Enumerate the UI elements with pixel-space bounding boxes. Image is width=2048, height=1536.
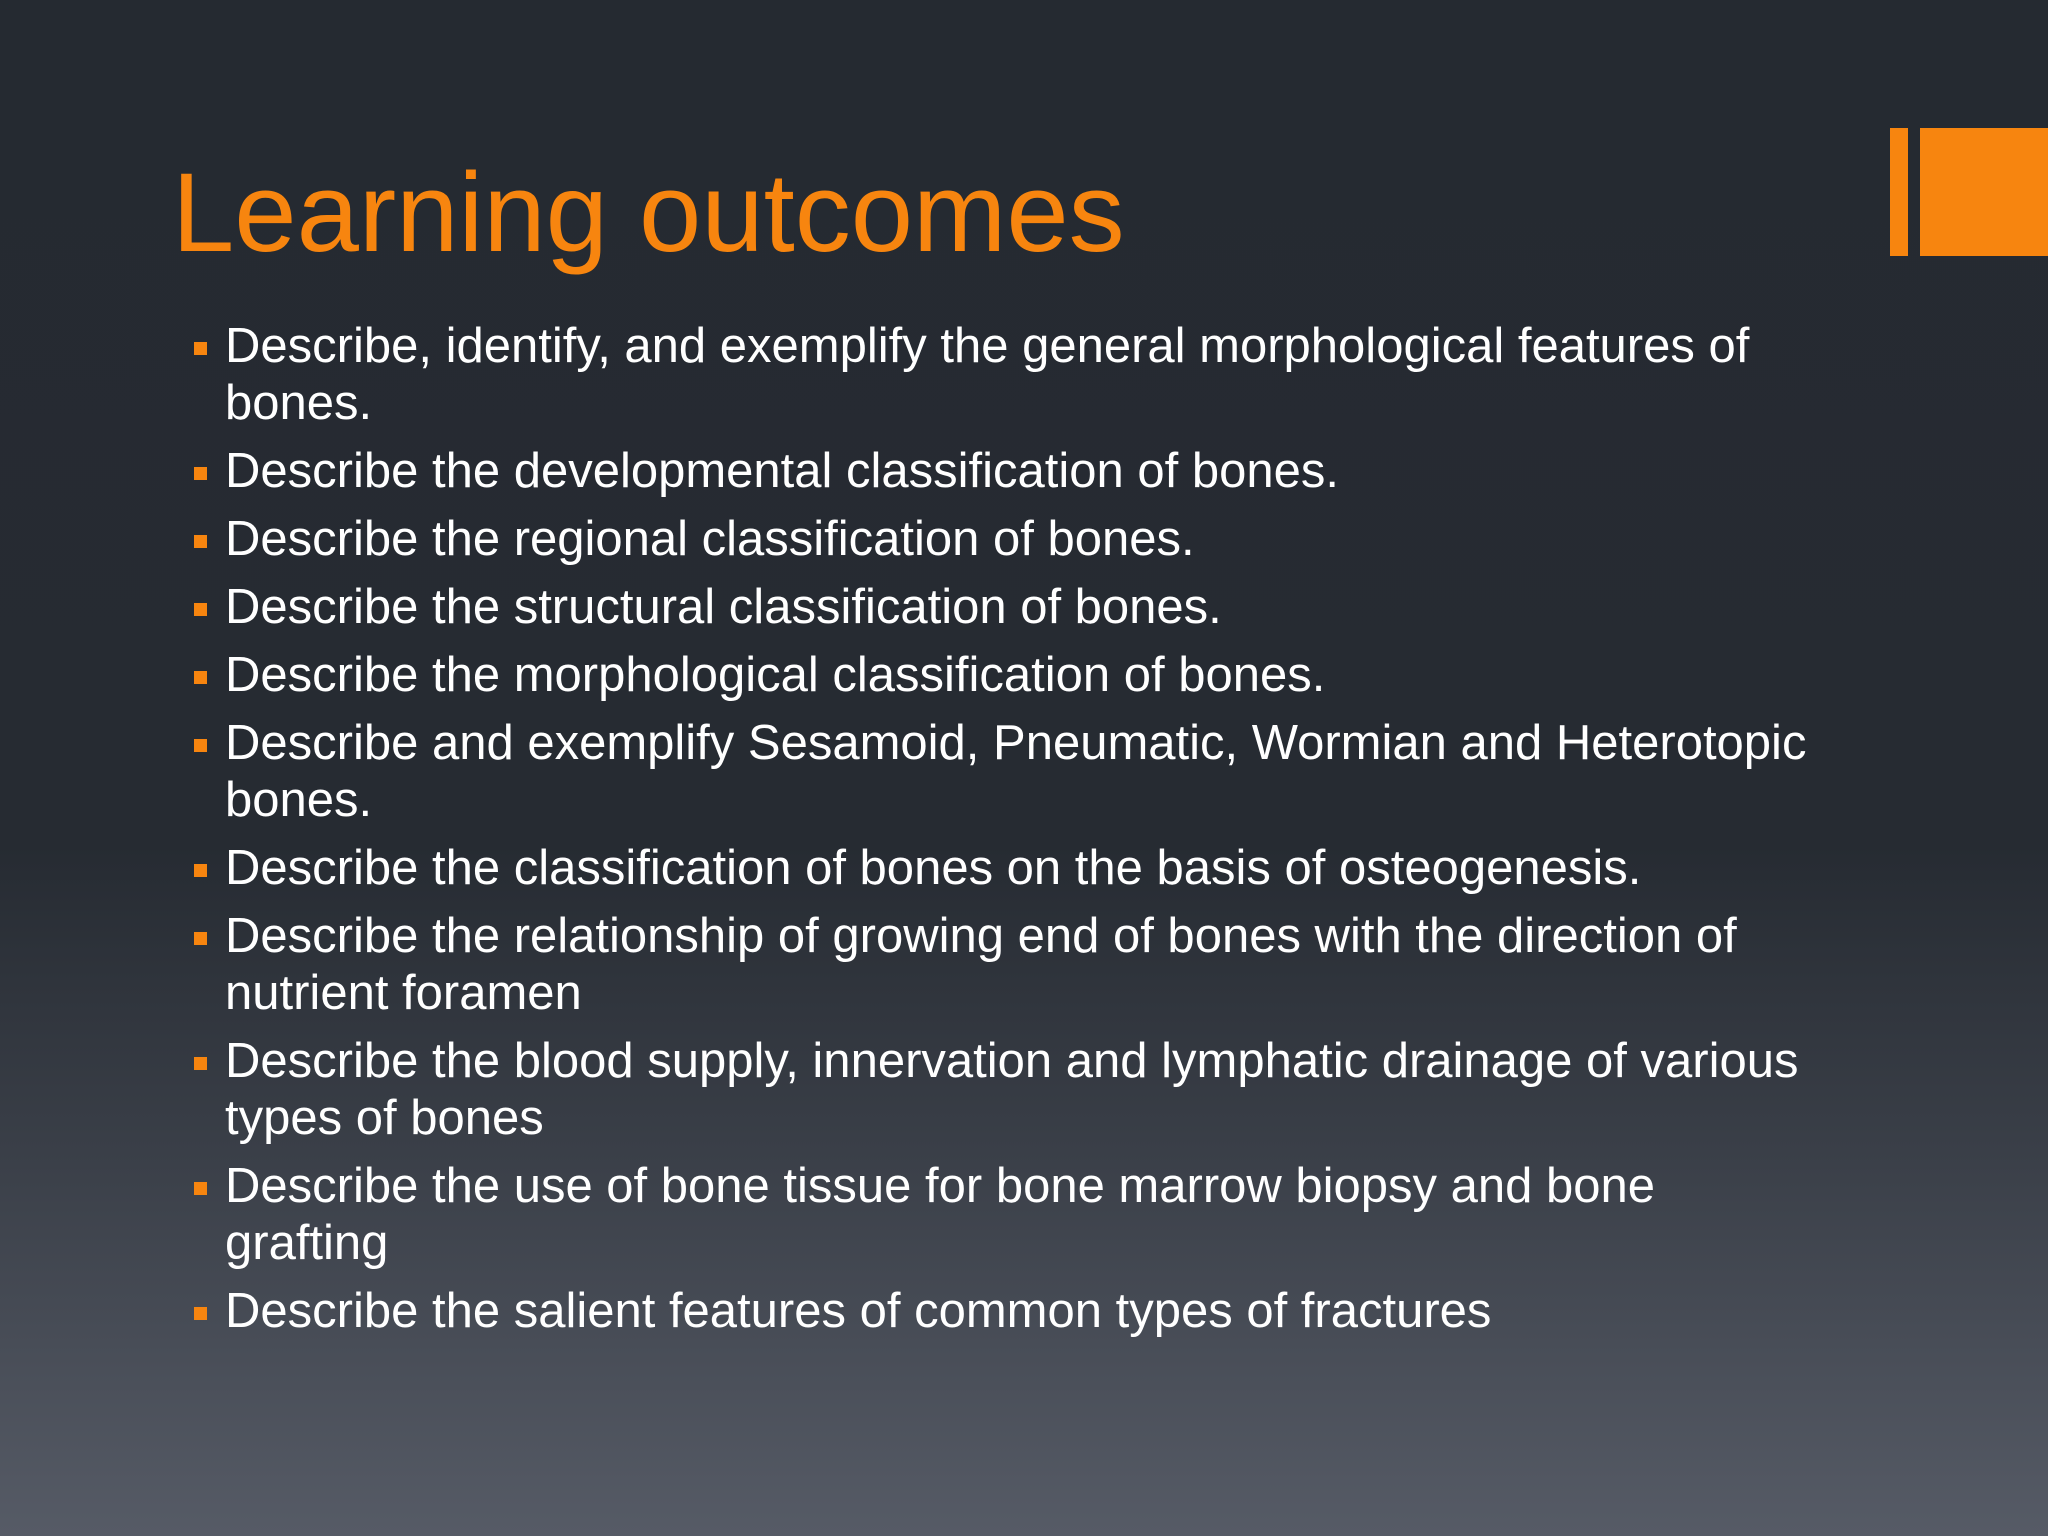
bullet-square-icon	[194, 342, 207, 355]
list-item	[0, 715, 1825, 829]
list-item-text: Describe the use of bone tissue for bone marrow biopsy and bone grafting	[225, 1159, 1656, 1270]
accent-block	[1920, 128, 2048, 256]
list-item	[0, 511, 1825, 568]
list-item-text: Describe the classification of bones on the basis of osteogenesis.	[225, 841, 1642, 895]
list-item-text: Describe the relationship of growing end of bones with the direction of nutrient foramen	[225, 909, 1737, 1020]
list-item-text: Describe the morphological classification of bones.	[225, 648, 1326, 702]
list-item	[0, 579, 1825, 636]
list-item	[0, 1158, 1825, 1272]
list-item-text: Describe the developmental classification of bones.	[225, 444, 1340, 498]
list-item	[0, 647, 1825, 704]
list-item	[0, 908, 1825, 1022]
learning-outcomes-list	[0, 318, 1825, 1351]
bullet-square-icon	[194, 603, 207, 616]
bullet-square-icon	[194, 535, 207, 548]
bullet-square-icon	[194, 671, 207, 684]
list-item-text: Describe the blood supply, innervation and lymphatic drainage of various types of bones	[225, 1034, 1799, 1145]
bullet-square-icon	[194, 467, 207, 480]
list-item	[0, 840, 1825, 897]
list-item-text: Describe the salient features of common types of fractures	[225, 1284, 1492, 1338]
bullet-square-icon	[194, 932, 207, 945]
list-item-text: Describe the regional classification of bones.	[225, 512, 1195, 566]
bullet-square-icon	[194, 1057, 207, 1070]
slide-title: Learning outcomes	[172, 150, 1125, 275]
list-item	[0, 318, 1825, 432]
bullet-square-icon	[194, 739, 207, 752]
list-item	[0, 443, 1825, 500]
accent-bar	[1890, 128, 1908, 256]
list-item-text: Describe and exemplify Sesamoid, Pneumatic, Wormian and Heterotopic bones.	[225, 716, 1807, 827]
list-item	[0, 1283, 1825, 1340]
bullet-square-icon	[194, 1307, 207, 1320]
bullet-square-icon	[194, 1182, 207, 1195]
list-item-text: Describe, identify, and exemplify the general morphological features of bones.	[225, 319, 1750, 430]
list-item	[0, 1033, 1825, 1147]
list-item-text: Describe the structural classification of bones.	[225, 580, 1222, 634]
bullet-square-icon	[194, 864, 207, 877]
